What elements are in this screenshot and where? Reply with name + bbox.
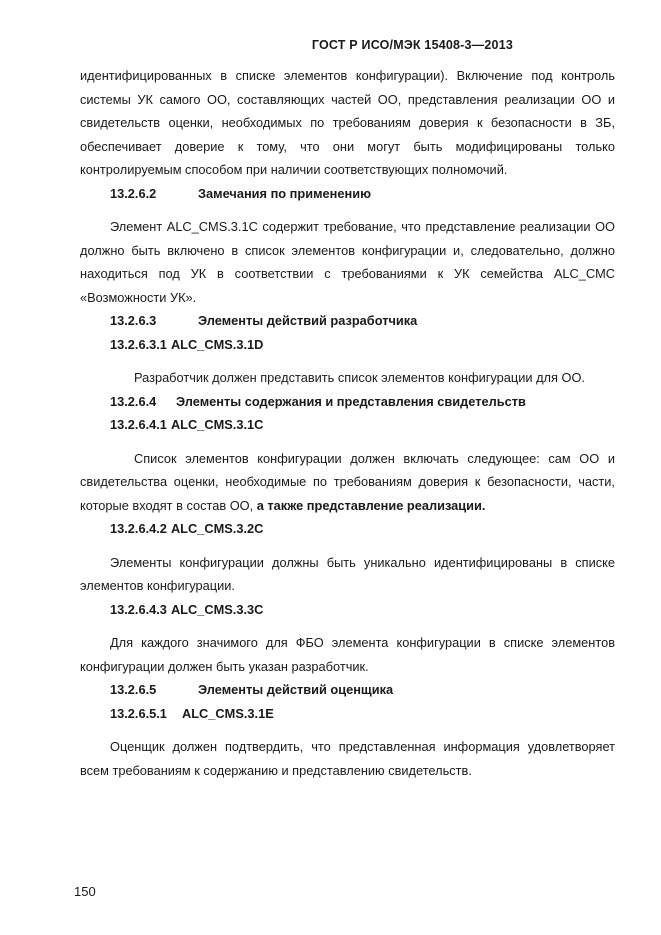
section-number: 13.2.6.4.1 xyxy=(110,417,167,432)
content-element-3c-paragraph: Для каждого значимого для ФБО элемента конфигурации в списке элементов конфигурации должен быть указан разработчик. xyxy=(80,635,615,674)
section-title: Элементы действий разработчика xyxy=(198,313,418,328)
paragraph-bold-text: а также представление реализации. xyxy=(256,497,486,513)
section-title: ALC_CMS.3.1C xyxy=(170,417,264,432)
section-heading-13-2-6-4-3 xyxy=(80,598,615,622)
section-title: ALC_CMS.3.1D xyxy=(170,336,264,352)
section-title: ALC_CMS.3.3C xyxy=(170,601,264,617)
document-body xyxy=(80,64,615,782)
section-heading-13-2-6-3 xyxy=(80,309,615,333)
section-title: Замечания по применению xyxy=(198,185,372,201)
section-heading-13-2-6-4-2 xyxy=(80,517,615,541)
page-number: 150 xyxy=(74,884,96,899)
section-number: 13.2.6.4.2 xyxy=(110,521,167,536)
document-header: ГОСТ Р ИСО/МЭК 15408-3—2013 xyxy=(311,38,513,52)
section-heading-13-2-6-5 xyxy=(80,678,615,702)
section-number: 13.2.6.4.3 xyxy=(110,601,167,617)
section-number: 13.2.6.5.1 xyxy=(110,705,167,721)
section-number: 13.2.6.2 xyxy=(110,185,157,201)
section-heading-13-2-6-4-1 xyxy=(80,413,615,437)
developer-action-paragraph: Разработчик должен представить список элементов конфигурации для ОО. xyxy=(134,370,585,385)
section-heading-13-2-6-4 xyxy=(80,390,615,414)
section-title: ALC_CMS.3.1E xyxy=(182,705,274,721)
application-notes-paragraph: Элемент ALC_CMS.3.1C содержит требование, что представление реализации ОО должно быть включено в список элементов конфигурации и, следовательно, должно находиться под УК в соответствии с требованиями к УК семейства ALC_CMC «Возможности УК». xyxy=(80,219,615,305)
section-heading-13-2-6-2 xyxy=(80,182,615,206)
section-number: 13.2.6.3 xyxy=(110,313,157,328)
intro-paragraph: идентифицированных в списке элементов конфигурации). Включение под контроль системы УК самого ОО, составляющих частей ОО, представления реализации ОО и свидетельств оценки, необходимых по требованиям доверия к безопасности в ЗБ, обеспечивает доверие к тому, что они могут быть модифицированы только контролируемым способом при наличии соответствующих полномочий. xyxy=(80,68,615,177)
section-heading-13-2-6-3-1 xyxy=(80,333,615,357)
section-title: Элементы действий оценщика xyxy=(198,682,394,697)
section-title: Элементы содержания и представления свидетельств xyxy=(176,393,526,409)
evaluator-action-paragraph: Оценщик должен подтвердить, что представленная информация удовлетворяет всем требованиям к содержанию и представлению свидетельств. xyxy=(80,739,615,778)
content-element-1c-paragraph xyxy=(80,447,615,518)
section-number: 13.2.6.3.1 xyxy=(110,336,167,352)
content-element-2c-paragraph: Элементы конфигурации должны быть уникально идентифицированы в списке элементов конфигурации. xyxy=(80,554,615,593)
section-heading-13-2-6-5-1 xyxy=(80,702,615,726)
section-title: ALC_CMS.3.2C xyxy=(170,521,264,536)
section-number: 13.2.6.5 xyxy=(110,682,157,697)
section-number: 13.2.6.4 xyxy=(110,393,157,409)
paragraph-text: Список элементов конфигурации должен включать следующее: сам ОО и свидетельства оценки, необходимые по требованиям доверия к безопасности, части, которые входят в состав ОО, xyxy=(80,450,615,513)
